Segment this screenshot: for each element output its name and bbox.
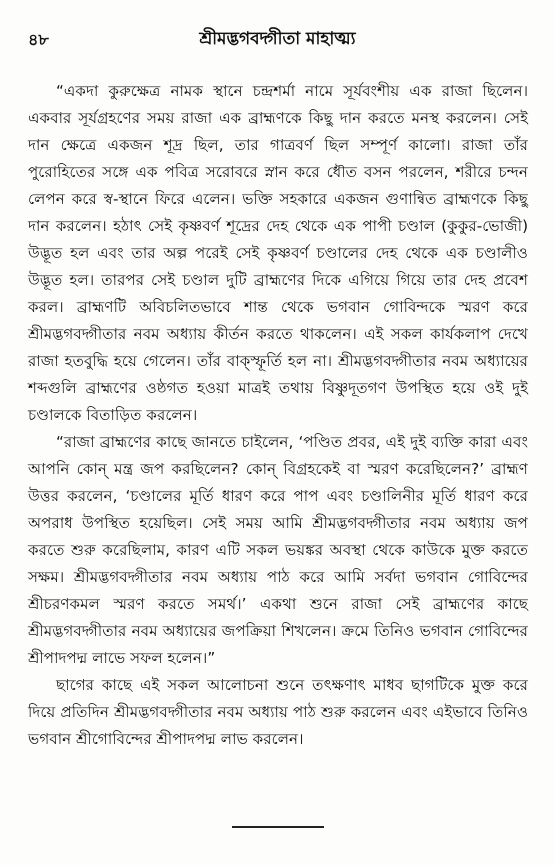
- page-header: [28, 28, 527, 52]
- page-number: ৪৮: [28, 29, 49, 49]
- end-divider: [232, 826, 324, 828]
- body-text: [28, 78, 528, 753]
- paragraph: “রাজা ব্রাহ্মণের কাছে জানতে চাইলেন, ‘পণ্ডিত প্রবর, এই দুই ব্যক্তি কারা এবং আপনি কোন্ মন্ত্র জপ করছিলেন? কোন্ বিগ্রহকেই বা স্মরণ করেছিলেন?’ ব্রাহ্মণ উত্তর করলেন, ‘চণ্ডালের মূর্তি ধারণ করে পাপ এবং চণ্ডালিনীর মূর্তি ধারণ করে অপরাধ উপস্থিত হয়েছিল। সেই সময় আমি শ্রীমদ্ভগবদ্গীতার নবম অধ্যায় জপ করতে শুরু করেছিলাম, কারণ এটি সকল ভয়ঙ্কর অবস্থা থেকে কাউকে মুক্ত করতে সক্ষম। শ্রীমদ্ভগবদ্গীতার নবম অধ্যায় পাঠ করে আমি সর্বদা ভগবান গোবিন্দের শ্রীচরণকমল স্মরণ করতে সমর্থ।’ একথা শুনে রাজা সেই ব্রাহ্মণের কাছে শ্রীমদ্ভগবদ্গীতার নবম অধ্যায়ের জপক্রিয়া শিখলেন। ক্রমে তিনিও ভগবান গোবিন্দের শ্রীপাদপদ্ম লাভে সফল হলেন।”: [28, 433, 528, 667]
- running-title: শ্রীমদ্ভগবদ্গীতা মাহাত্ম্য: [199, 29, 356, 49]
- paragraph: ছাগের কাছে এই সকল আলোচনা শুনে তৎক্ষণাৎ মাধব ছাগটিকে মুক্ত করে দিয়ে প্রতিদিন শ্রীমদ্ভগবদ্গীতার নবম অধ্যায় পাঠ শুরু করলেন এবং এইভাবে তিনিও ভগবান শ্রীগোবিন্দের শ্রীপাদপদ্ম লাভ করলেন।: [28, 676, 528, 748]
- paragraph: “একদা কুরুক্ষেত্র নামক স্থানে চন্দ্রশর্মা নামে সূর্যবংশীয় এক রাজা ছিলেন। একবার সূর্যগ্রহণের সময় রাজা এক ব্রাহ্মণকে কিছু দান করতে মনস্থ করলেন। সেই দান ক্ষেত্রে একজন শূদ্র ছিল, তার গাত্রবর্ণ ছিল সম্পূর্ণ কালো। রাজা তাঁর পুরোহিতের সঙ্গে এক পবিত্র সরোবরে স্নান করে ধৌত বসন পরলেন, শরীরে চন্দন লেপন করে স্ব-স্থানে ফিরে এলেন। ভক্তি সহকারে একজন গুণান্বিত ব্রাহ্মণকে কিছু দান করলেন। হঠাৎ সেই কৃষ্ণবর্ণ শূদ্রের দেহ থেকে এক পাপী চণ্ডাল (কুকুর-ভোজী) উদ্ভূত হল এবং তার অল্প পরেই সেই কৃষ্ণবর্ণ চণ্ডালের দেহ থেকে এক চণ্ডালীও উদ্ভূত হল। তারপর সেই চণ্ডাল দুটি ব্রাহ্মণের দিকে এগিয়ে গিয়ে তার দেহ প্রবেশ করল। ব্রাহ্মণটি অবিচলিতভাবে শান্ত থেকে ভগবান গোবিন্দকে স্মরণ করে শ্রীমদ্ভগবদ্গীতার নবম অধ্যায় কীর্তন করতে থাকলেন। এই সকল কার্যকলাপ দেখে রাজা হতবুদ্ধি হয়ে গেলেন। তাঁর বাক্স্ফূর্তি হল না। শ্রীমদ্ভগবদ্গীতার নবম অধ্যায়ের শব্দগুলি ব্রাহ্মণের ওষ্ঠগত হওয়া মাত্রই তথায় বিষ্ণুদূতগণ উপস্থিত হয়ে ওই দুই চণ্ডালকে বিতাড়িত করলেন।: [28, 82, 528, 424]
